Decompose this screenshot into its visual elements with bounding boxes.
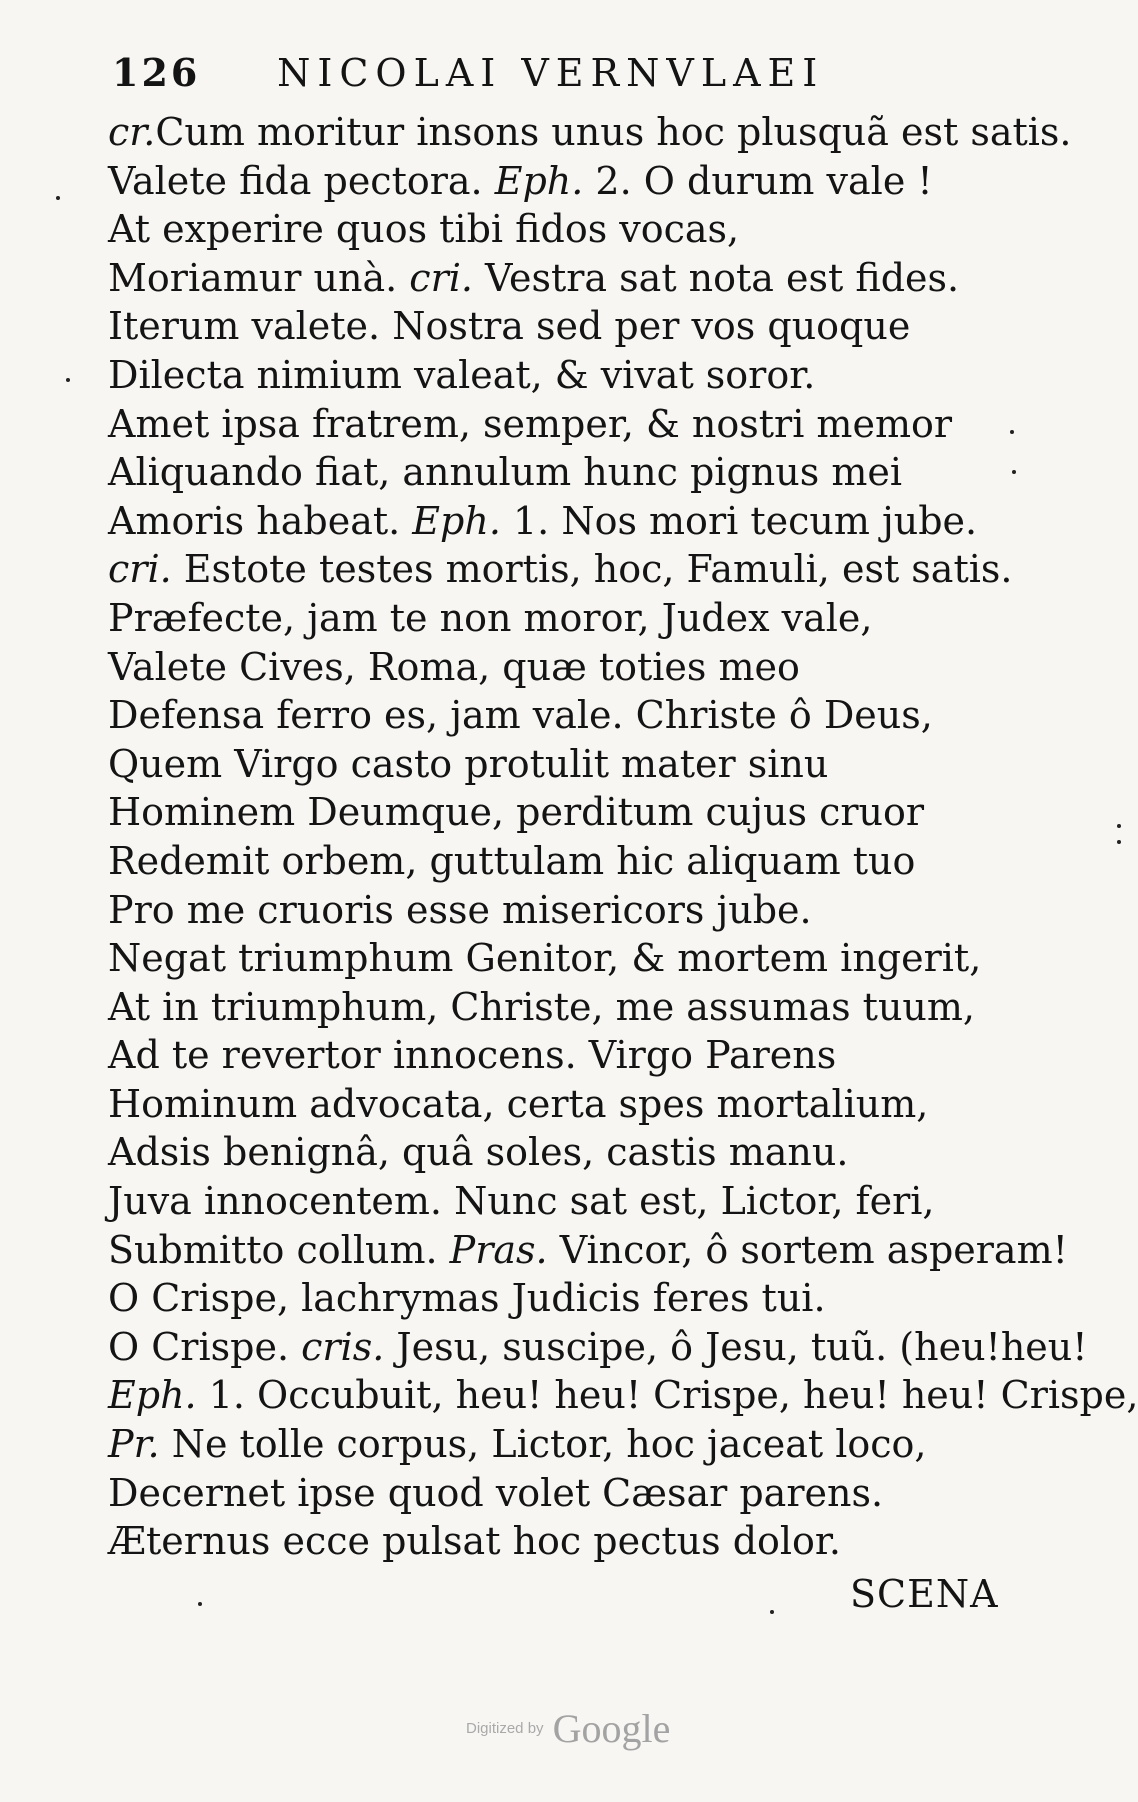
verse-line bbox=[108, 594, 1028, 643]
verse-text-segment: Pro me cruoris esse misericors jube. bbox=[108, 887, 812, 932]
verse-line bbox=[108, 448, 1028, 497]
verse-text-segment: O Crispe. bbox=[108, 1324, 302, 1369]
digitized-by-google-watermark bbox=[466, 1705, 726, 1755]
verse-line bbox=[108, 254, 1028, 303]
verse-text-segment: Moriamur unà. bbox=[108, 255, 410, 300]
verse-line bbox=[108, 788, 1028, 837]
verse-line bbox=[108, 1323, 1088, 1372]
verse-line bbox=[108, 157, 1028, 206]
verse-text-segment: Defensa ferro es, jam vale. Christe ô Deus, bbox=[108, 693, 933, 738]
verse-text-segment: Cum moritur insons unus hoc plusquã est satis. bbox=[155, 110, 1072, 154]
verse-line bbox=[108, 1031, 1028, 1080]
verse-line bbox=[108, 545, 1028, 594]
scan-speck bbox=[1117, 840, 1121, 844]
running-title: NICOLAI VERNVLAEI bbox=[277, 51, 825, 95]
verse-text-segment: Æternus ecce pulsat hoc pectus dolor. bbox=[108, 1519, 842, 1564]
verse-line bbox=[108, 351, 1028, 400]
watermark-prefix: Digitized by bbox=[466, 1720, 544, 1737]
verse-text bbox=[108, 108, 1138, 1566]
speaker-label: Pr. bbox=[108, 1422, 160, 1467]
verse-text-segment: 1. Nos mori tecum jube. bbox=[500, 498, 978, 543]
verse-text-segment: At experire quos tibi fidos vocas, bbox=[108, 207, 740, 252]
scan-speck bbox=[66, 378, 70, 382]
verse-text-segment: Aliquando fiat, annulum hunc pignus mei bbox=[108, 450, 902, 495]
verse-text-segment: O Crispe, lachrymas Judicis feres tui. bbox=[108, 1276, 826, 1321]
speaker-label: cr. bbox=[108, 110, 156, 154]
speaker-label: Eph. bbox=[494, 158, 584, 203]
page-number: 126 bbox=[112, 50, 201, 95]
verse-line bbox=[108, 643, 1028, 692]
verse-line bbox=[108, 400, 1028, 449]
verse-text-segment: Amet ipsa fratrem, semper, & nostri memor bbox=[108, 401, 953, 446]
verse-text-segment: Submitto collum. bbox=[108, 1227, 450, 1272]
scan-speck bbox=[198, 1602, 202, 1606]
verse-line bbox=[108, 108, 1072, 157]
speaker-label: cri. bbox=[409, 255, 473, 300]
verse-text-segment: Valete Cives, Roma, quæ toties meo bbox=[108, 644, 800, 689]
running-head bbox=[112, 50, 912, 106]
speaker-label: cri. bbox=[108, 547, 172, 592]
scan-speck bbox=[56, 196, 60, 200]
verse-line bbox=[108, 1420, 1028, 1469]
verse-text-segment: Adsis benignâ, quâ soles, castis manu. bbox=[108, 1130, 849, 1175]
scan-speck bbox=[1012, 470, 1016, 474]
verse-text-segment: Juva innocentem. Nunc sat est, Lictor, feri, bbox=[108, 1179, 935, 1224]
verse-line bbox=[108, 1226, 1068, 1275]
verse-text-segment: Jesu, suscipe, ô Jesu, tuũ. (heu!heu! bbox=[384, 1324, 1088, 1369]
verse-text-segment: Negat triumphum Genitor, & mortem ingerit, bbox=[108, 936, 982, 981]
verse-line bbox=[108, 740, 1028, 789]
verse-text-segment: Vincor, ô sortem asperam! bbox=[547, 1227, 1068, 1272]
verse-text-segment: Valete fida pectora. bbox=[108, 158, 495, 203]
verse-line bbox=[108, 205, 1028, 254]
speaker-label: cris. bbox=[301, 1324, 385, 1369]
verse-text-segment: Iterum valete. Nostra sed per vos quoque bbox=[108, 304, 911, 349]
verse-line bbox=[108, 1128, 1028, 1177]
verse-line bbox=[108, 1469, 1028, 1518]
verse-text-segment: 2. O durum vale ! bbox=[583, 158, 933, 203]
verse-line bbox=[108, 1274, 1028, 1323]
verse-line bbox=[108, 983, 1028, 1032]
verse-line bbox=[108, 886, 1028, 935]
verse-line bbox=[108, 691, 1028, 740]
verse-line bbox=[108, 837, 1028, 886]
verse-text-segment: Dilecta nimium valeat, & vivat soror. bbox=[108, 352, 816, 397]
catchword: SCENA bbox=[850, 1572, 999, 1616]
scan-speck bbox=[770, 1610, 774, 1614]
verse-text-segment: 1. Occubuit, heu! heu! Crispe, heu! heu! Crispe, bbox=[196, 1373, 1138, 1418]
speaker-label: Eph. bbox=[412, 498, 501, 543]
verse-text-segment: Amoris habeat. bbox=[108, 498, 413, 543]
verse-line bbox=[108, 1371, 1138, 1420]
scan-speck bbox=[1010, 430, 1014, 434]
verse-text-segment: Decernet ipse quod volet Cæsar parens. bbox=[108, 1470, 884, 1515]
scan-speck bbox=[1117, 824, 1121, 828]
verse-line bbox=[108, 302, 1028, 351]
verse-line bbox=[108, 497, 1028, 546]
verse-text-segment: Estote testes mortis, hoc, Famuli, est satis. bbox=[171, 547, 1013, 592]
verse-text-segment: Redemit orbem, guttulam hic aliquam tuo bbox=[108, 838, 916, 883]
verse-text-segment: Ad te revertor innocens. Virgo Parens bbox=[108, 1033, 837, 1078]
google-logo: Google bbox=[552, 1706, 671, 1751]
verse-line bbox=[108, 1177, 1028, 1226]
verse-text-segment: Ne tolle corpus, Lictor, hoc jaceat loco, bbox=[159, 1422, 927, 1467]
verse-text-segment: Quem Virgo casto protulit mater sinu bbox=[108, 741, 829, 786]
verse-text-segment: At in triumphum, Christe, me assumas tuum, bbox=[108, 984, 976, 1029]
speaker-label: Pras. bbox=[449, 1227, 548, 1272]
verse-text-segment: Vestra sat nota est fides. bbox=[472, 255, 960, 300]
verse-text-segment: Hominum advocata, certa spes mortalium, bbox=[108, 1081, 929, 1126]
verse-text-segment: Hominem Deumque, perditum cujus cruor bbox=[108, 790, 925, 835]
speaker-label: Eph. bbox=[108, 1373, 197, 1418]
verse-text-segment: Præfecte, jam te non moror, Judex vale, bbox=[108, 595, 873, 640]
verse-line bbox=[108, 1080, 1028, 1129]
verse-line bbox=[108, 934, 1028, 983]
verse-line bbox=[108, 1517, 1028, 1566]
